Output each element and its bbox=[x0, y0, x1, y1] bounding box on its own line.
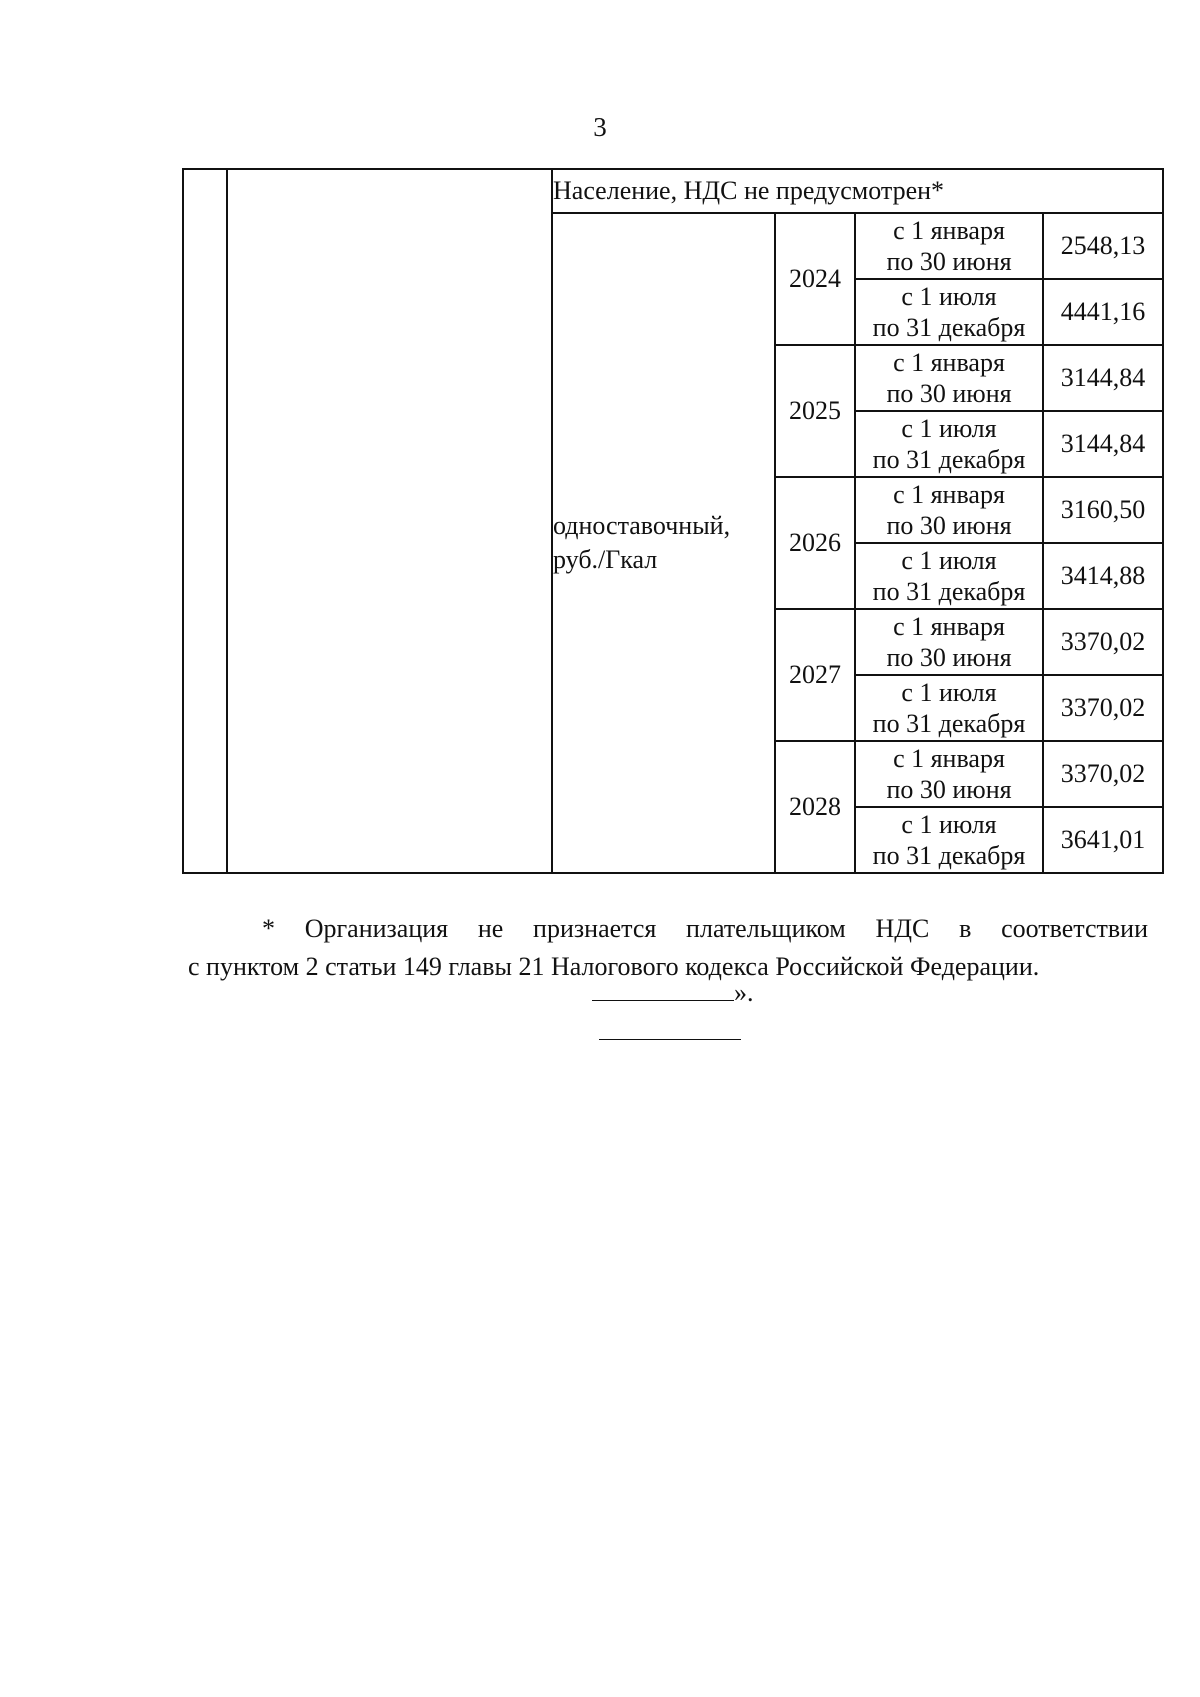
year-cell: 2028 bbox=[775, 741, 855, 873]
period-cell: с 1 июля по 31 декабря bbox=[855, 279, 1043, 345]
tariff-kind-line: одноставочный, bbox=[553, 511, 731, 540]
tariff-value: 4441,16 bbox=[1043, 279, 1163, 345]
year-cell: 2027 bbox=[775, 609, 855, 741]
end-rule bbox=[599, 1039, 741, 1040]
period-cell: с 1 июля по 31 декабря bbox=[855, 543, 1043, 609]
period-cell: с 1 января по 30 июня bbox=[855, 741, 1043, 807]
period-cell: с 1 июля по 31 декабря bbox=[855, 411, 1043, 477]
closing-rule bbox=[592, 978, 734, 1001]
period-cell: с 1 января по 30 июня bbox=[855, 345, 1043, 411]
footnote bbox=[188, 910, 1148, 986]
tariff-value: 3144,84 bbox=[1043, 411, 1163, 477]
page-number: 3 bbox=[593, 112, 607, 142]
period-cell: с 1 июля по 31 декабря bbox=[855, 675, 1043, 741]
tariff-value: 3144,84 bbox=[1043, 345, 1163, 411]
row-number-cell bbox=[183, 169, 227, 873]
period-cell: с 1 января по 30 июня bbox=[855, 609, 1043, 675]
tariff-value: 2548,13 bbox=[1043, 213, 1163, 279]
tariff-value: 3370,02 bbox=[1043, 741, 1163, 807]
organization-cell bbox=[227, 169, 552, 873]
tariff-value: 3160,50 bbox=[1043, 477, 1163, 543]
tariff-value: 3641,01 bbox=[1043, 807, 1163, 873]
year-cell: 2025 bbox=[775, 345, 855, 477]
year-cell: 2026 bbox=[775, 477, 855, 609]
footnote-line: с пунктом 2 статьи 149 главы 21 Налогового кодекса Российской Федерации. bbox=[188, 952, 1040, 981]
closing-quote: ». bbox=[734, 978, 754, 1007]
tariff-value: 3370,02 bbox=[1043, 609, 1163, 675]
period-cell: с 1 января по 30 июня bbox=[855, 477, 1043, 543]
consumer-group-title: Население, НДС не предусмотрен* bbox=[552, 169, 1163, 213]
tariff-kind-unit: руб./Гкал bbox=[553, 545, 658, 574]
period-cell: с 1 июля по 31 декабря bbox=[855, 807, 1043, 873]
tariff-table bbox=[182, 168, 1164, 874]
period-cell: с 1 января по 30 июня bbox=[855, 213, 1043, 279]
closing-mark bbox=[592, 978, 754, 1008]
year-cell: 2024 bbox=[775, 213, 855, 345]
tariff-value: 3414,88 bbox=[1043, 543, 1163, 609]
tariff-value: 3370,02 bbox=[1043, 675, 1163, 741]
footnote-line: * Организация не признается плательщиком НДС в соответствии bbox=[262, 914, 1148, 943]
tariff-kind-cell bbox=[552, 213, 775, 873]
table-row bbox=[183, 169, 1163, 213]
